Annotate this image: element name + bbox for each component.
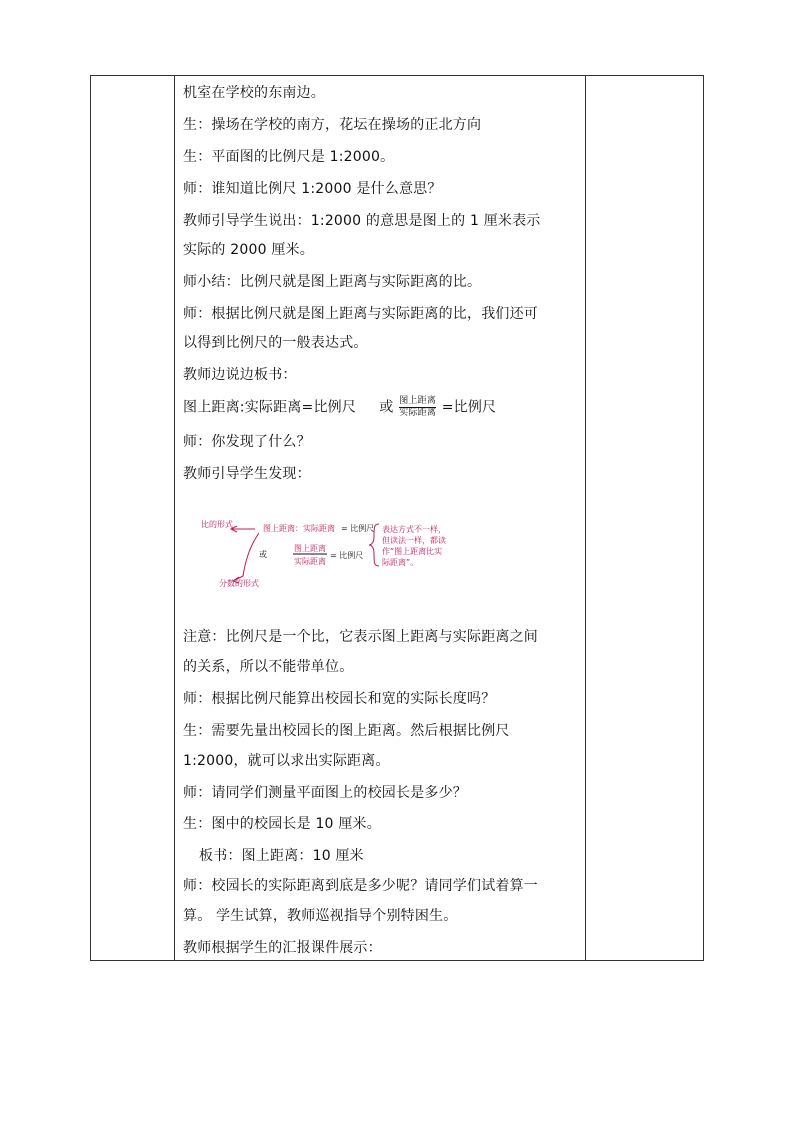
fraction-denominator: 实际距离	[399, 408, 437, 418]
formula-ratio: 图上距离:实际距离=比例尺	[183, 399, 357, 416]
text-line: 以得到比例尺的一般表达式。	[183, 335, 368, 351]
text-line: 实际的 2000 厘米。	[183, 242, 314, 258]
fraction-form-arrow	[233, 533, 259, 581]
text-line: 教师引导学生说出：1:2000 的意思是图上的 1 厘米表示	[183, 213, 541, 229]
text-line: 师：请同学们测量平面图上的校园长是多少？	[183, 785, 467, 801]
text-line: 生：图中的校园长是 10 厘米。	[183, 816, 381, 832]
text-line: 教师边说边板书：	[183, 367, 297, 383]
text-line: 师：根据比例尺就是图上距离与实际距离的比，我们还可	[183, 306, 538, 322]
column-divider-right	[585, 76, 586, 960]
note-line: 但读法一样，都读	[382, 536, 446, 545]
lesson-table	[90, 75, 704, 961]
text-line: 机室在学校的东南边。	[183, 85, 325, 101]
diagram-fraction-denominator: 实际距离	[294, 557, 326, 566]
fraction-form-label: 分数的形式	[219, 579, 259, 588]
text-line: 教师引导学生发现：	[183, 466, 311, 482]
diagram-fraction-equals: = 比例尺	[330, 551, 364, 560]
text-line: 生：平面图的比例尺是 1:2000。	[183, 149, 395, 165]
text-line: 板书：图上距离：10 厘米	[199, 848, 364, 864]
text-line: 注意：比例尺是一个比，它表示图上距离与实际距离之间	[183, 629, 538, 645]
text-line: 生：需要先量出校园长的图上距离。然后根据比例尺	[183, 723, 510, 739]
text-line: 师：你发现了什么？	[183, 434, 311, 450]
formula-line	[183, 396, 496, 419]
note-line: 表达方式不一样，	[382, 525, 446, 534]
formula-fraction	[399, 396, 436, 419]
text-line: 师小结：比例尺就是图上距离与实际距离的比。	[183, 274, 482, 290]
diagram-fraction-numerator: 图上距离	[294, 544, 326, 553]
text-line: 的关系，所以不能带单位。	[183, 659, 354, 675]
text-line: 师：校园长的实际距离到底是多少呢？请同学们试着算一	[183, 878, 538, 894]
ratio-expression-equals: = 比例尺	[341, 524, 375, 533]
formula-or: 或	[379, 399, 394, 416]
text-line: 师：谁知道比例尺 1:2000 是什么意思？	[183, 181, 442, 197]
ratio-form-label: 比的形式	[201, 520, 233, 529]
text-line: 算。 学生试算，教师巡视指导个别特困生。	[183, 908, 458, 924]
ratio-forms-diagram	[183, 513, 483, 593]
formula-result: =比例尺	[441, 399, 497, 416]
text-line: 师：根据比例尺能算出校园长和宽的实际长度吗？	[183, 691, 496, 707]
text-line: 1:2000，就可以求出实际距离。	[183, 753, 390, 769]
note-line: 作“图上距离比实	[382, 547, 443, 556]
text-line: 教师根据学生的汇报课件展示：	[183, 940, 382, 956]
fraction-numerator: 图上距离	[399, 396, 437, 406]
ratio-expression: 图上距离：实际距离	[263, 524, 335, 533]
column-divider-left	[174, 76, 175, 960]
text-line: 生：操场在学校的南方，花坛在操场的正北方向	[183, 117, 482, 133]
note-line: 际距离”。	[382, 558, 419, 567]
diagram-or: 或	[259, 550, 267, 559]
